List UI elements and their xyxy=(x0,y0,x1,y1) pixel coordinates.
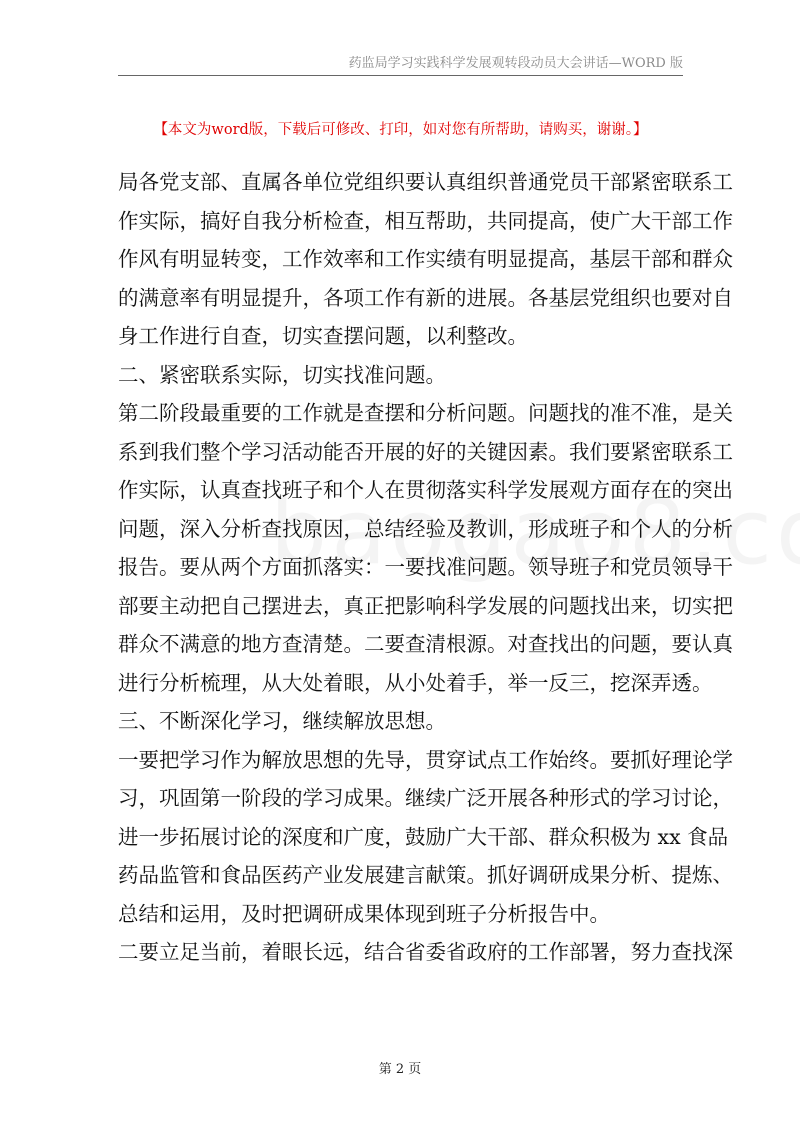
text-line: 作实际，搞好自我分析检查，相互帮助，共同提高，使广大干部工作 xyxy=(118,208,733,233)
page-number: 第 2 页 xyxy=(378,1062,422,1077)
text-line: 药品监管和食品医药产业发展建言献策。抓好调研成果分析、提炼、 xyxy=(118,863,733,887)
text-line: 第二阶段最重要的工作就是查摆和分析问题。问题找的准不准，是关 xyxy=(118,401,733,425)
document-body xyxy=(118,168,733,977)
text-line: 一要把学习作为解放思想的先导，贯穿试点工作始终。要抓好理论学 xyxy=(118,747,733,772)
text-line: 二要立足当前，着眼长远，结合省委省政府的工作部署，努力查找深 xyxy=(118,940,733,964)
download-notice: 【本文为word版，下载后可修改、打印，如对您有所帮助，请购买，谢谢。】 xyxy=(153,122,648,138)
text-line: 作风有明显转变，工作效率和工作实绩有明显提高，基层干部和群众 xyxy=(118,247,733,271)
text-line: 进行分析梳理，从大处着眼，从小处着手，举一反三，挖深弄透。 xyxy=(118,670,713,695)
text-line: 群众不满意的地方查清楚。二要查清根源。对查找出的问题，要认真 xyxy=(118,632,733,656)
running-header: 药监局学习实践科学发展观转段动员大会讲话—WORD 版 xyxy=(348,56,683,71)
text-line: 作实际，认真查找班子和个人在贯彻落实科学发展观方面存在的突出 xyxy=(118,478,733,502)
text-line: 三、不断深化学习，继续解放思想。 xyxy=(118,709,446,733)
text-line: 问题，深入分析查找原因，总结经验及教训，形成班子和个人的分析 xyxy=(118,516,733,541)
text-line: 习，巩固第一阶段的学习成果。继续广泛开展各种形式的学习讨论， xyxy=(118,786,733,810)
text-line: 部要主动把自己摆进去，真正把影响科学发展的问题找出来，切实把 xyxy=(118,593,733,618)
text-line: 总结和运用，及时把调研成果体现到班子分析报告中。 xyxy=(118,901,610,926)
text-line: 二、紧密联系实际，切实找准问题。 xyxy=(118,362,446,387)
text-line: 局各党支部、直属各单位党组织要认真组织普通党员干部紧密联系工 xyxy=(118,170,733,194)
text-line: 系到我们整个学习活动能否开展的好的关键因素。我们要紧密联系工 xyxy=(118,439,733,464)
header-divider xyxy=(118,75,683,76)
text-line: 身工作进行自查，切实查摆问题，以利整改。 xyxy=(118,324,528,348)
text-line: 进一步拓展讨论的深度和广度，鼓励广大干部、群众积极为 xx 食品 xyxy=(118,824,729,849)
text-line: 报告。要从两个方面抓落实：一要找准问题。领导班子和党员领导干 xyxy=(118,555,733,579)
text-line: 的满意率有明显提升，各项工作有新的进展。各基层党组织也要对自 xyxy=(118,285,733,310)
